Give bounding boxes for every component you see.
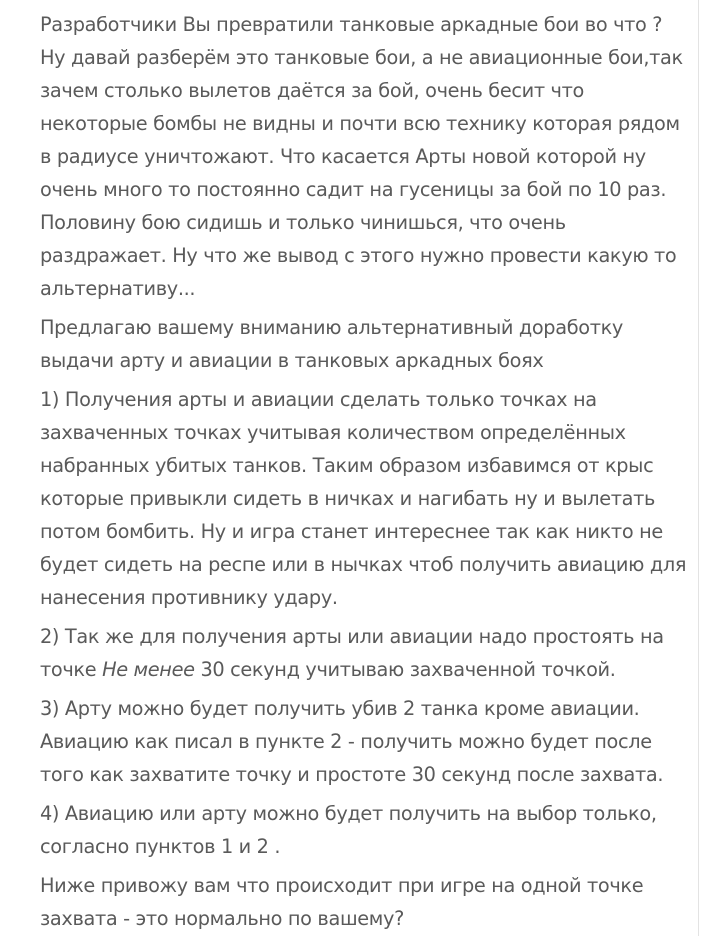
paragraph-item-4	[40, 797, 698, 863]
text-line: Разработчики Вы превратили танковые аркадные бои во что ?	[40, 13, 663, 36]
text-line: 1) Получения арты и авиации сделать только точках на	[40, 388, 597, 411]
text-line: раздражает. Ну что же вывод с этого нужно провести какую то	[40, 244, 677, 267]
paragraph-proposal	[40, 311, 698, 377]
text-line: Половину бою сидишь и только чинишься, что очень	[40, 211, 566, 234]
text-line: согласно пунктов 1 и 2 .	[40, 835, 281, 858]
text-segment: точке	[40, 658, 103, 681]
italic-text: Не менее	[102, 658, 195, 681]
text-line: того как захватите точку и простоте 30 секунд после захвата.	[40, 763, 664, 786]
text-line: выдачи арту и авиации в танковых аркадных боях	[40, 349, 544, 372]
text-line: 2) Так же для получения арты или авиации надо простоять на	[40, 625, 664, 648]
content-border	[698, 0, 699, 936]
text-line: набранных убитых танков. Таким образом избавимся от крыс	[40, 454, 654, 477]
text-line: альтернативу...	[40, 277, 196, 300]
text-line: захваченных точках учитывая количеством определённых	[40, 421, 626, 444]
text-line: Ниже привожу вам что происходит при игре на одной точке	[40, 874, 644, 897]
text-line: захвата - это нормально по вашему?	[40, 907, 404, 930]
text-segment: 30 секунд учитываю захваченной точкой.	[194, 658, 616, 681]
text-line: потом бомбить. Ну и игра станет интереснее так как никто не	[40, 520, 663, 543]
text-line: будет сидеть на респе или в нычках чтоб получить авиацию для	[40, 553, 687, 576]
text-line: 3) Арту можно будет получить убив 2 танка кроме авиации.	[40, 697, 640, 720]
text-line: Авиацию как писал в пункте 2 - получить можно будет после	[40, 730, 652, 753]
text-line: Ну давай разберём это танковые бои, а не авиационные бои,так	[40, 46, 683, 69]
text-line: очень много то постоянно садит на гусеницы за бой по 10 раз.	[40, 178, 667, 201]
paragraph-item-1	[40, 383, 698, 614]
text-line: нанесения противнику удару.	[40, 586, 338, 609]
paragraph-closing	[40, 869, 698, 935]
paragraph-item-2	[40, 620, 698, 686]
text-line: некоторые бомбы не видны и почти всю технику которая рядом	[40, 112, 680, 135]
text-line: Предлагаю вашему вниманию альтернативный доработку	[40, 316, 624, 339]
paragraph-item-3	[40, 692, 698, 791]
paragraph-intro	[40, 8, 698, 305]
text-line: в радиусе уничтожают. Что касается Арты новой которой ну	[40, 145, 646, 168]
text-line	[40, 653, 698, 686]
text-line: которые привыкли сидеть в ничках и нагибать ну и вылетать	[40, 487, 656, 510]
text-line: 4) Авиацию или арту можно будет получить на выбор только,	[40, 802, 657, 825]
text-line: зачем столько вылетов даётся за бой, очень бесит что	[40, 79, 584, 102]
